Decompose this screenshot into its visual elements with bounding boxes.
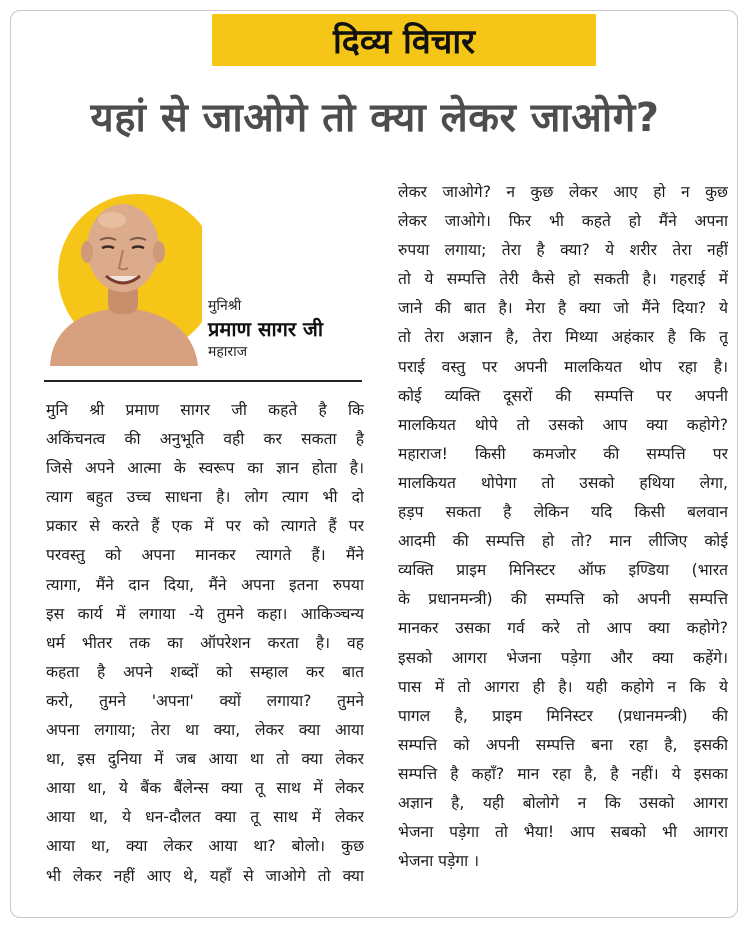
text-line: मानकर उसका गर्व करे तो आप क्या कहोगे? bbox=[398, 619, 728, 638]
text-line: भेजना पड़ेगा । bbox=[398, 852, 480, 871]
text-line: आदमी की सम्पत्ति हो तो? मान लीजिए कोई bbox=[398, 532, 728, 551]
text-line: त्यागा, मैंने दान दिया, मैंने अपना इतना रुपया bbox=[46, 575, 364, 594]
text-line: जाने की बात है। मेरा है क्या जो मैंने दिया? ये bbox=[398, 299, 728, 318]
text-line: लेकर जाओगे? न कुछ लेकर आए हो न कुछ bbox=[398, 183, 728, 201]
author-suffix: महाराज bbox=[208, 344, 248, 360]
text-line: तो ये सम्पत्ति तेरी कैसे हो सकती है। गहराई में bbox=[398, 270, 728, 289]
text-line: धर्म भीतर तक का ऑपरेशन करता है। वह bbox=[46, 633, 364, 652]
article-column-left bbox=[46, 396, 364, 891]
byline-divider bbox=[44, 380, 362, 382]
text-line: पराई वस्तु पर अपनी मालकियत थोप रहा है। bbox=[398, 357, 728, 376]
text-line: आया था, ये बैंक बैंलेन्स क्या तू साथ में लेकर bbox=[46, 779, 364, 798]
text-line: भी लेकर नहीं आए थे, यहाँ से जाओगे तो क्या bbox=[46, 866, 364, 885]
text-line: परवस्तु को अपना मानकर त्यागते हैं। मैंने bbox=[46, 546, 364, 565]
text-line: अज्ञान है, यही बोलोगे न कि उसको आगरा bbox=[398, 793, 728, 812]
text-line: कोई व्यक्ति दूसरों की सम्पत्ति पर अपनी bbox=[398, 386, 728, 405]
article-column-right bbox=[398, 178, 728, 876]
text-line: पास में तो आगरा ही है। यही कहोगे न कि ये bbox=[398, 677, 728, 696]
text-line: सम्पत्ति है कहाँ? मान रहा है, है नहीं। ये इसका bbox=[398, 764, 728, 783]
text-line: सम्पत्ति को अपनी सम्पत्ति बना रहा है, इसकी bbox=[398, 735, 728, 754]
author-name: प्रमाण सागर जी bbox=[208, 317, 324, 341]
text-line: रुपया लगाया; तेरा है क्या? ये शरीर तेरा नहीं bbox=[398, 241, 728, 260]
text-line: त्याग बहुत उच्च साधना है। लोग त्याग भी दो bbox=[46, 488, 364, 507]
text-line: लेकर जाओगे। फिर भी कहते हो मैंने अपना bbox=[398, 212, 728, 231]
text-line: अपना लगाया; तेरा था क्या, लेकर क्या आया bbox=[46, 721, 364, 740]
text-line: महाराज! किसी कमजोर की सम्पत्ति पर bbox=[398, 444, 728, 463]
section-banner-label: दिव्य विचार bbox=[332, 22, 476, 62]
text-line: आया था, क्या लेकर आया था? बोलो। कुछ bbox=[46, 837, 364, 856]
text-line: आया था, ये धन-दौलत क्या तू साथ में लेकर bbox=[46, 808, 364, 827]
text-line: व्यक्ति प्राइम मिनिस्टर ऑफ इण्डिया (भारत bbox=[398, 561, 728, 580]
section-banner bbox=[212, 14, 596, 66]
text-line: इस कार्य में लगाया -ये तुमने कहा। आकिञ्चन्य bbox=[46, 604, 364, 623]
text-line: कहता है अपने शब्दों को सम्हाल कर बात bbox=[46, 662, 364, 681]
text-line: मालकियत थोपेगा तो उसको हथिया लेगा, bbox=[398, 473, 728, 492]
article-headline: यहां से जाओगे तो क्या लेकर जाओगे? bbox=[90, 95, 660, 141]
author-prefix: मुनिश्री bbox=[208, 298, 242, 314]
text-line: जिसे अपने आत्मा के स्वरूप का ज्ञान होता है। bbox=[46, 459, 364, 478]
text-line: तो तेरा अज्ञान है, तेरा मिथ्या अहंकार है कि तू bbox=[398, 328, 728, 347]
author-photo bbox=[42, 178, 202, 366]
text-line: के प्रधानमन्त्री) की सम्पत्ति को अपनी सम्पत्ति bbox=[398, 590, 728, 609]
text-line: मालकियत थोपे तो उसको आप क्या कहोगे? bbox=[398, 415, 728, 434]
text-line: हड़प सकता है लेकिन यदि किसी बलवान bbox=[398, 503, 728, 522]
text-line: था, इस दुनिया में जब आया था तो क्या लेकर bbox=[46, 750, 364, 769]
text-line: अकिंचनत्व की अनुभूति वही कर सकता है bbox=[46, 430, 364, 449]
text-line: पागल है, प्राइम मिनिस्टर (प्रधानमन्त्री) की bbox=[398, 706, 728, 725]
author-portrait-image bbox=[42, 178, 202, 366]
text-line: भेजना पड़ेगा तो भैया! आप सबको भी आगरा bbox=[398, 823, 728, 842]
text-line: इसको आगरा भेजना पड़ेगा और क्या कहेंगे। bbox=[398, 648, 728, 667]
text-line: प्रकार से करते हैं एक में पर को त्यागते हैं पर bbox=[46, 517, 364, 536]
author-byline bbox=[208, 296, 323, 362]
text-line: करो, तुमने 'अपना' क्यों लगाया? तुमने bbox=[46, 691, 364, 710]
text-line: मुनि श्री प्रमाण सागर जी कहते है कि bbox=[46, 401, 364, 419]
